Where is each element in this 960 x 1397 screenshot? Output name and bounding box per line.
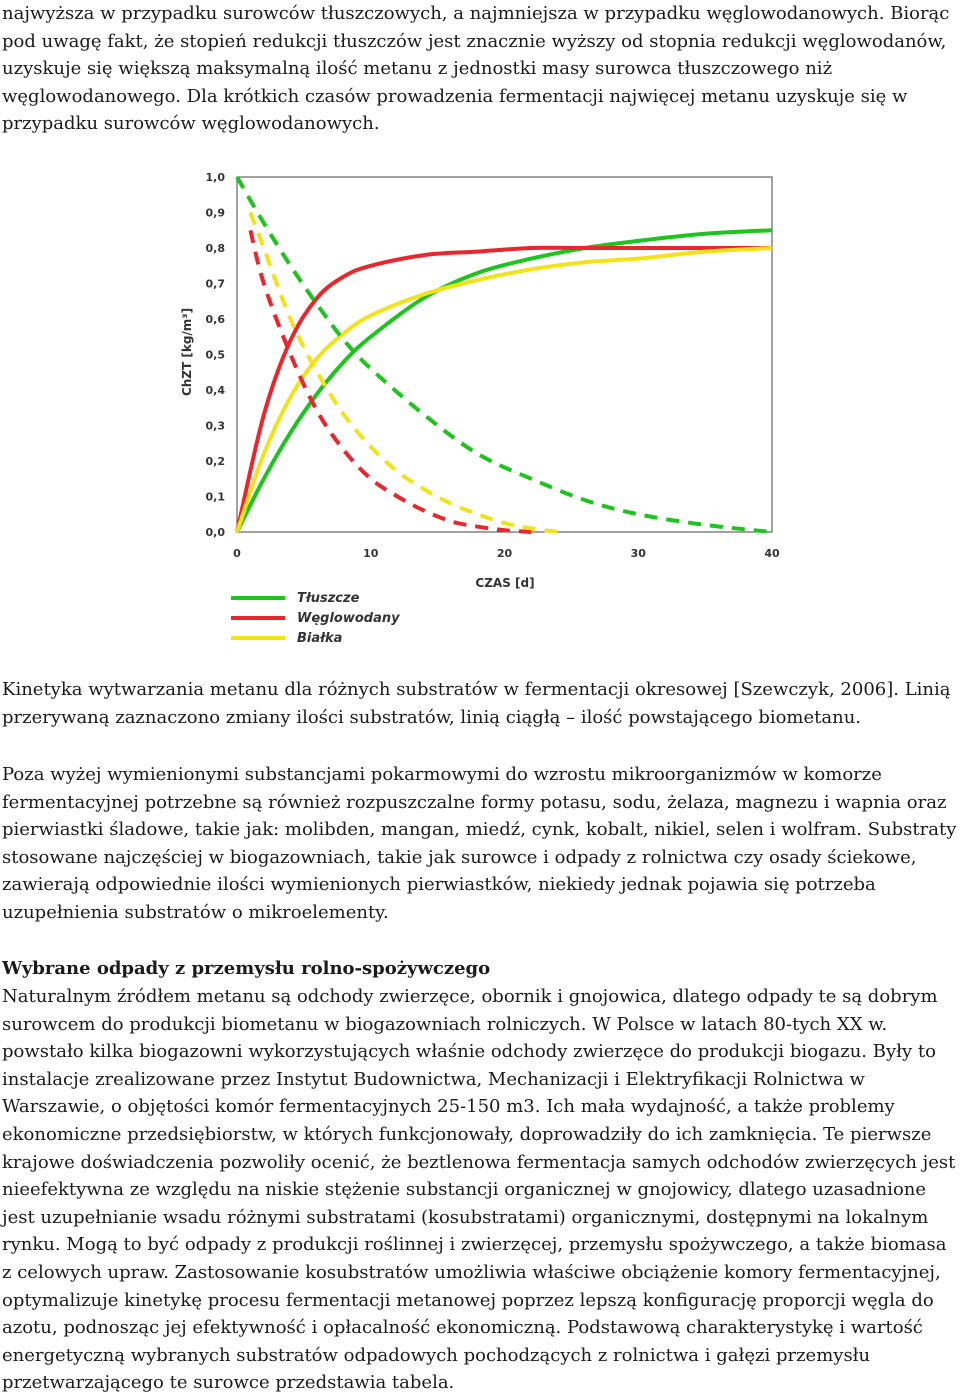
y-tick-label: 0,1: [205, 490, 225, 504]
series-bialka-solid: [237, 248, 772, 532]
x-tick-label: 0: [233, 547, 241, 560]
x-axis-label: CZAS [d]: [475, 576, 535, 590]
section-body-paragraph: Naturalnym źródłem metanu są odchody zwierzęce, obornik i gnojowica, dlatego odpady te są dobrym surowcem do produkcji biometanu w biogazowniach rolniczych. W Polsce w latach 80-tych XX w. powstało kilka biogazowni wykorzystujących właśnie odchody zwierzęce do produkcji biogazu. Były to instalacje zrealizowane przez Instytut Budownictwa, Mechanizacji i Elektryfikacji Rolnictwa w Warszawie, o objętości komór fermentacyjnych 25-150 m3. Ich mała wydajność, a także problemy ekonomiczne przedsiębiorstw, w których funkcjonowały, doprowadziły do ich zamknięcia. Te pierwsze krajowe doświadczenia pozwoliły ocenić, że beztlenowa fermentacja samych odchodów zwierzęcych jest nieefektywna ze względu na niskie stężenie substancji organicznej w gnojowicy, dlatego uzasadnione jest uzupełnianie wsadu różnymi substratami (kosubstratami) organicznymi, dostępnymi na lokalnym rynku. Mogą to być odpady z produkcji roślinnej i zwierzęcej, przemysłu spożywczego, a także biomasa z celowych upraw. Zastosowanie kosubstratów umożliwia właściwe obciążenie komory fermentacyjnej, optymalizuje kinetykę procesu fermentacji metanowej poprzez lepszą konfigurację proporcji węgla do azotu, podnosząc jej efektywność i opłacalność ekonomiczną. Podstawową charakterystykę i wartość energetyczną wybranych substratów odpadowych pochodzących z rolnictwa i gałęzi przemysłu przetwarzającego te surowce przedstawia tabela.: [2, 986, 956, 1394]
x-tick-label: 40: [764, 547, 780, 560]
x-tick-label: 20: [496, 547, 513, 560]
methane-kinetics-figure: [165, 150, 795, 650]
y-axis-label: ChZT [kg/m³]: [180, 307, 194, 397]
chart-legend: [231, 591, 400, 646]
intro-paragraph: najwyższa w przypadku surowców tłuszczowych, a najmniejsza w przypadku węglowodanowych. Biorąc pod uwagę fakt, że stopień redukcji tłuszczów jest znacznie wyższy od stopnia redukcji węglowodanów, uzyskuje się większą maksymalną ilość metanu z jednostki masy surowca tłuszczowego niż węglowodanowego. Dla krótkich czasów prowadzenia fermentacji najwięcej metanu uzyskuje się w przypadku surowców węglowodanowych.: [2, 3, 950, 135]
legend-label: Węglowodany: [297, 611, 400, 626]
nutrients-paragraph: Poza wyżej wymienionymi substancjami pokarmowymi do wzrostu mikroorganizmów w komorze fermentacyjnej potrzebne są również rozpuszczalne formy potasu, sodu, żelaza, magnezu i wapnia oraz pierwiastki śladowe, takie jak: molibden, mangan, miedź, cynk, kobalt, nikiel, selen i wolfram. Substraty stosowane najczęściej w biogazowniach, takie jak surowce i odpady z rolnictwa czy osady ściekowe, zawierają odpowiednie ilości wymienionych pierwiastków, niekiedy jednak pojawia się potrzeba uzupełnienia substratów o mikroelementy.: [2, 764, 957, 923]
y-tick-label: 0,9: [205, 206, 225, 220]
series-tluszcze-dashed: [237, 177, 772, 532]
y-tick-label: 0,6: [205, 313, 225, 326]
y-tick-label: 1,0: [205, 171, 225, 184]
series-bialka-dashed: [250, 213, 558, 533]
section-heading: Wybrane odpady z przemysłu rolno-spożywczego: [2, 958, 491, 979]
methane-kinetics-chart: [165, 150, 795, 650]
y-tick-label: 0,2: [205, 455, 225, 468]
y-tick-label: 0,8: [205, 242, 225, 255]
figure-caption: Kinetyka wytwarzania metanu dla różnych substratów w fermentacji okresowej [Szewczyk, 2006]. Linią przerywaną zaznaczono zmiany ilości substratów, linią ciągłą – ilość powstającego biometanu.: [2, 679, 951, 728]
x-tick-label: 30: [630, 547, 646, 560]
y-tick-label: 0,5: [205, 348, 225, 362]
y-tick-label: 0,7: [205, 277, 225, 291]
plot-frame: [237, 177, 772, 532]
legend-label: Białka: [297, 631, 343, 646]
y-tick-label: 0,0: [205, 526, 225, 539]
y-tick-label: 0,4: [205, 384, 225, 397]
series-weglowodany-solid: [237, 248, 772, 532]
legend-label: Tłuszcze: [297, 591, 360, 606]
x-tick-label: 10: [363, 547, 379, 560]
y-tick-label: 0,3: [205, 419, 225, 433]
